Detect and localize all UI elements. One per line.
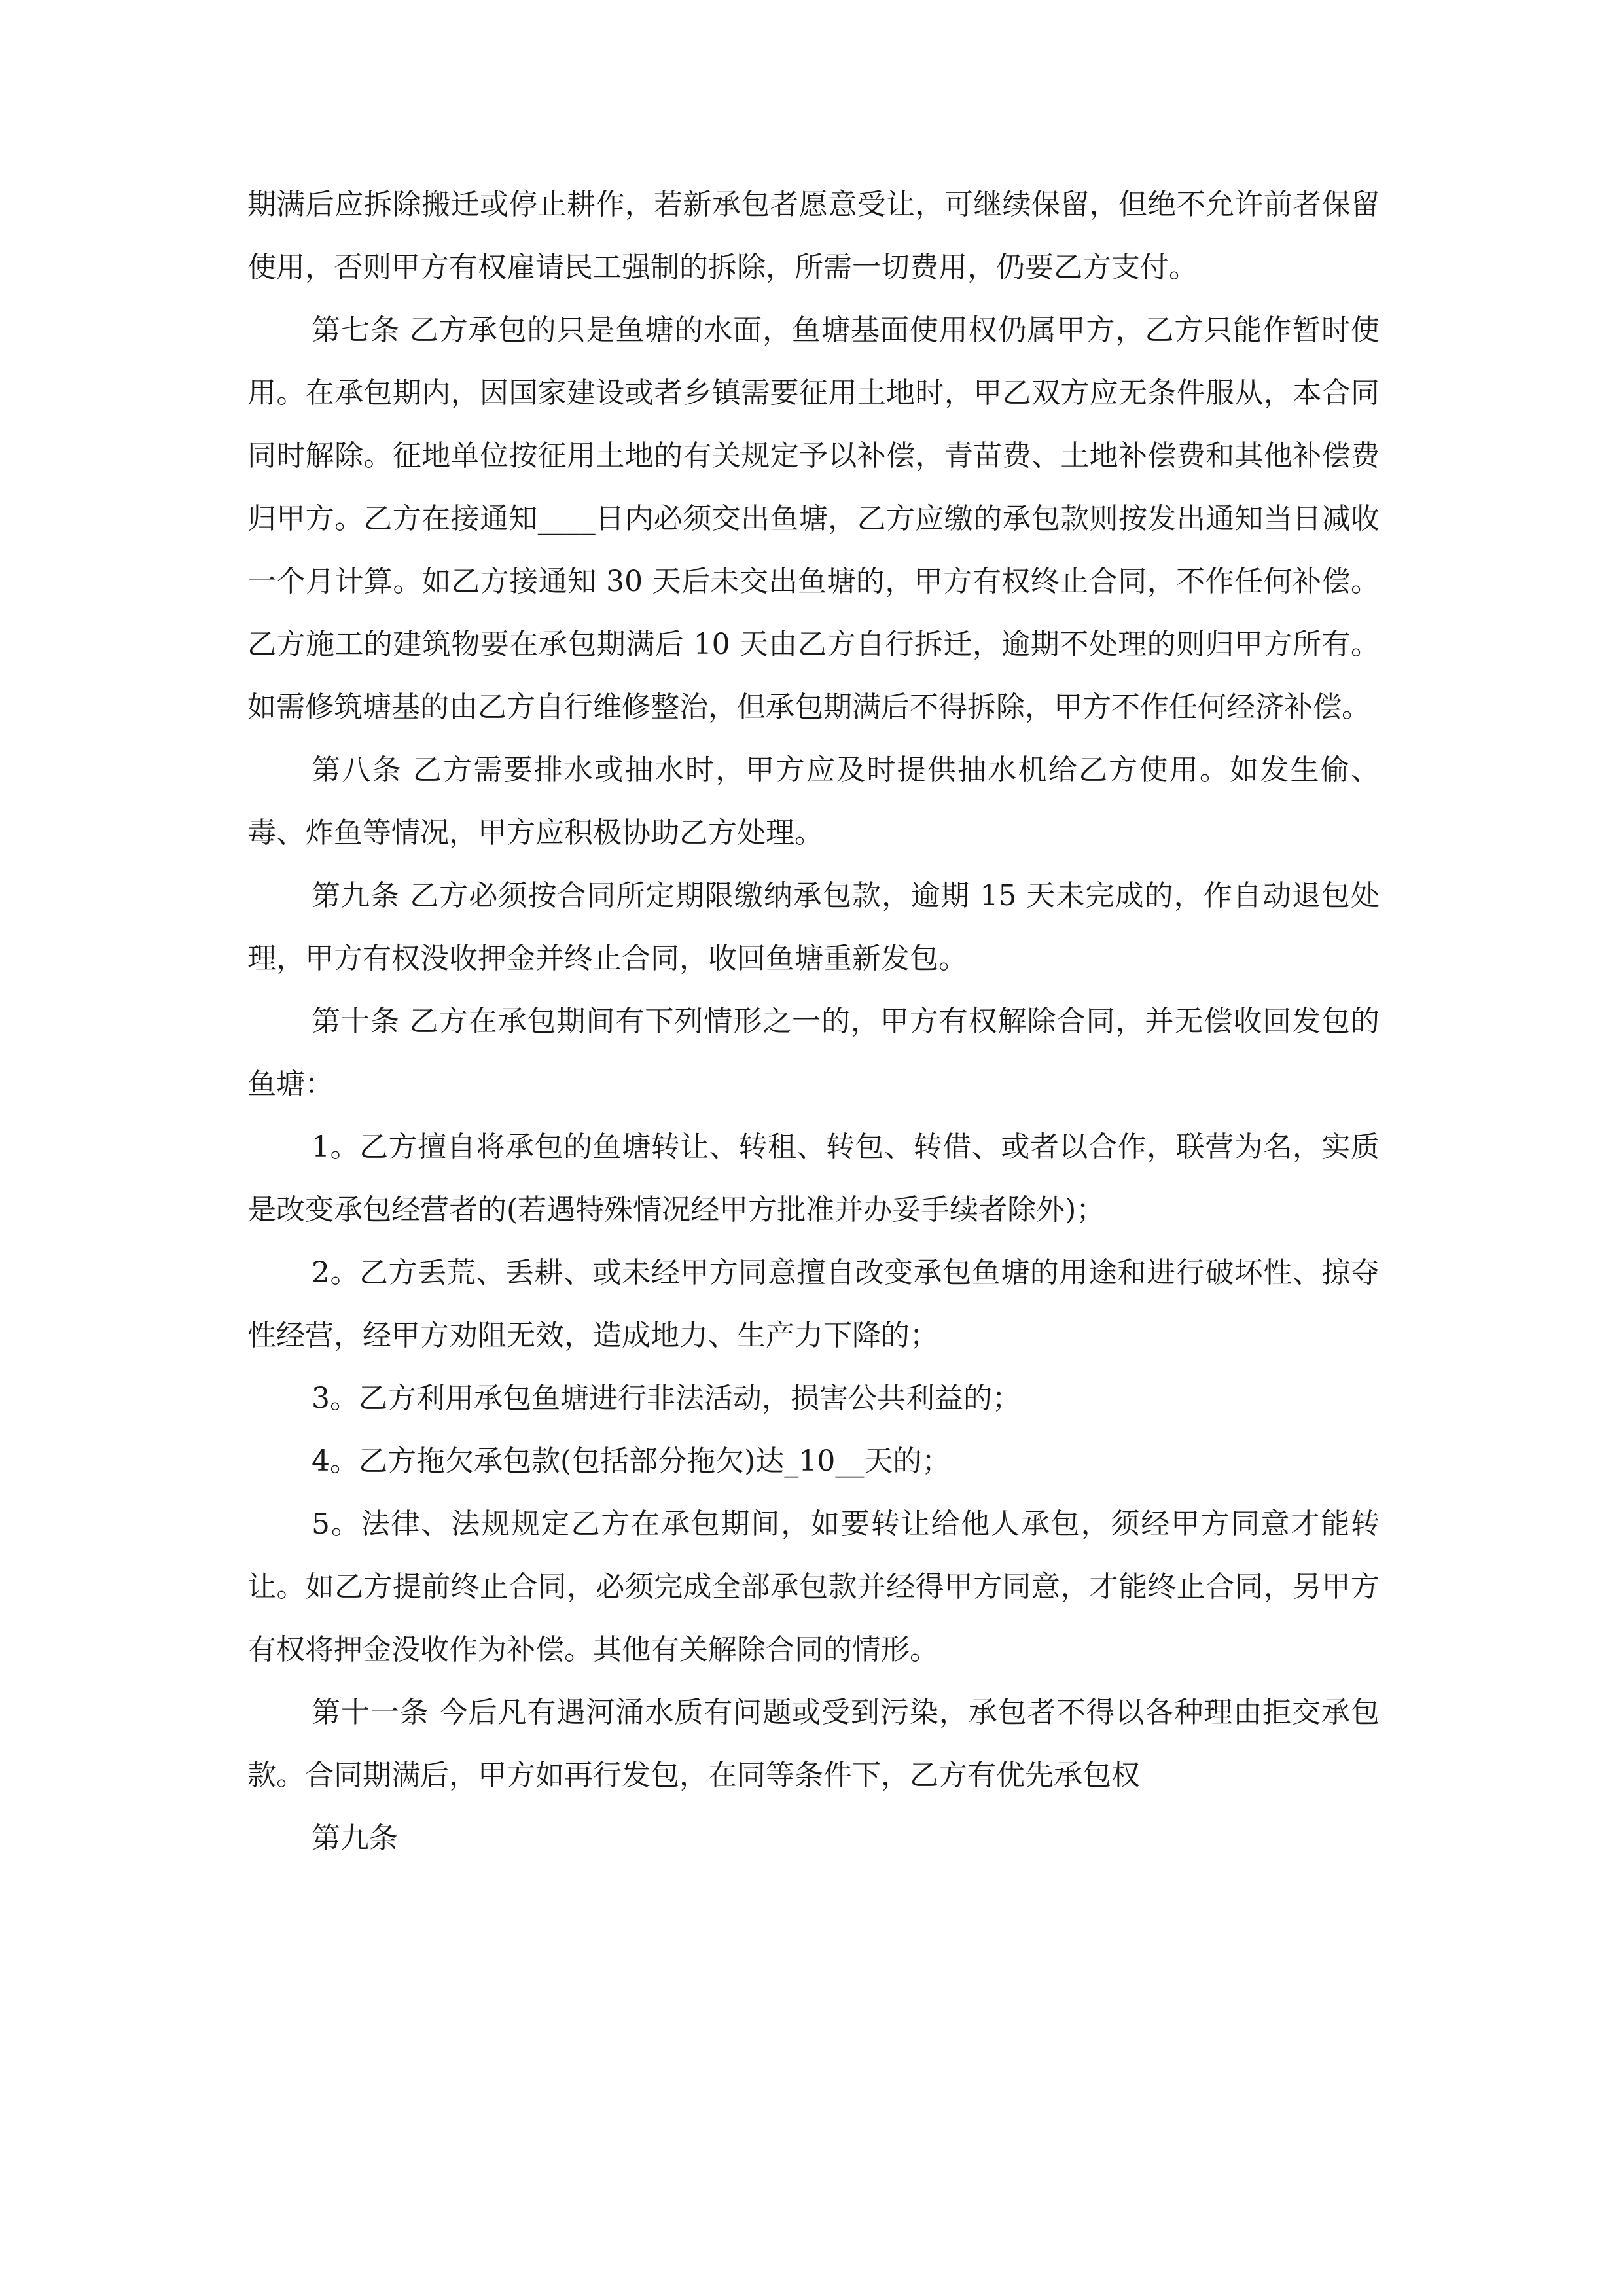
article-8-paragraph: 第八条 乙方需要排水或抽水时，甲方应及时提供抽水机给乙方使用。如发生偷、毒、炸鱼等情况，甲方应积极协助乙方处理。 [247,753,1380,850]
document-body [247,173,1380,1870]
article-7-paragraph: 第七条 乙方承包的只是鱼塘的水面，鱼塘基面使用权仍属甲方，乙方只能作暂时使用。在承包期内，因国家建设或者乡镇需要征用土地时，甲乙双方应无条件服从，本合同同时解除。征地单位按征用土地的有关规定予以补偿，青苗费、土地补偿费和其他补偿费归甲方。乙方在接通知____日内必须交出鱼塘，乙方应缴的承包款则按发出通知当日减收一个月计算。如乙方接通知 30 天后未交出鱼塘的，甲方有权终止合同，不作任何补偿。 乙方施工的建筑物要在承包期满后 10 天由乙方自行拆迁，逾期不处理的则归甲方所有。如需修筑塘基的由乙方自行维修整治，但承包期满后不得拆除，甲方不作任何经济补偿。 [247,314,1380,724]
article-9-paragraph: 第九条 乙方必须按合同所定期限缴纳承包款，逾期 15 天未完成的，作自动退包处理，甲方有权没收押金并终止合同，收回鱼塘重新发包。 [247,879,1380,975]
article-10-item-4: 4。乙方拖欠承包款(包括部分拖欠)达_10__天的； [312,1444,951,1478]
article-10-item-5: 5。法律、法规规定乙方在承包期间，如要转让给他人承包，须经甲方同意才能转让。如乙方提前终止合同，必须完成全部承包款并经得甲方同意，才能终止合同，另甲方有权将押金没收作为补偿。其他有关解除合同的情形。 [247,1507,1380,1666]
article-9-heading: 第九条 [312,1821,398,1855]
article-10-item-2: 2。乙方丢荒、丢耕、或未经甲方同意擅自改变承包鱼塘的用途和进行破坏性、掠夺性经营，经甲方劝阻无效，造成地力、生产力下降的； [247,1256,1380,1352]
article-11-paragraph: 第十一条 今后凡有遇河涌水质有问题或受到污染，承包者不得以各种理由拒交承包款。合同期满后，甲方如再行发包，在同等条件下，乙方有优先承包权 [247,1696,1380,1792]
article-10-item-3: 3。乙方利用承包鱼塘进行非法活动，损害公共利益的； [312,1382,1021,1415]
paragraph-continuation: 期满后应拆除搬迁或停止耕作，若新承包者愿意受让，可继续保留，但绝不允许前者保留使用，否则甲方有权雇请民工强制的拆除，所需一切费用，仍要乙方支付。 [247,188,1380,284]
article-10-paragraph: 第十条 乙方在承包期间有下列情形之一的，甲方有权解除合同，并无偿收回发包的鱼塘： [247,1005,1380,1101]
article-10-item-1: 1。乙方擅自将承包的鱼塘转让、转租、转包、转借、或者以合作，联营为名，实质是改变承包经营者的(若遇特殊情况经甲方批准并办妥手续者除外)； [247,1130,1380,1227]
